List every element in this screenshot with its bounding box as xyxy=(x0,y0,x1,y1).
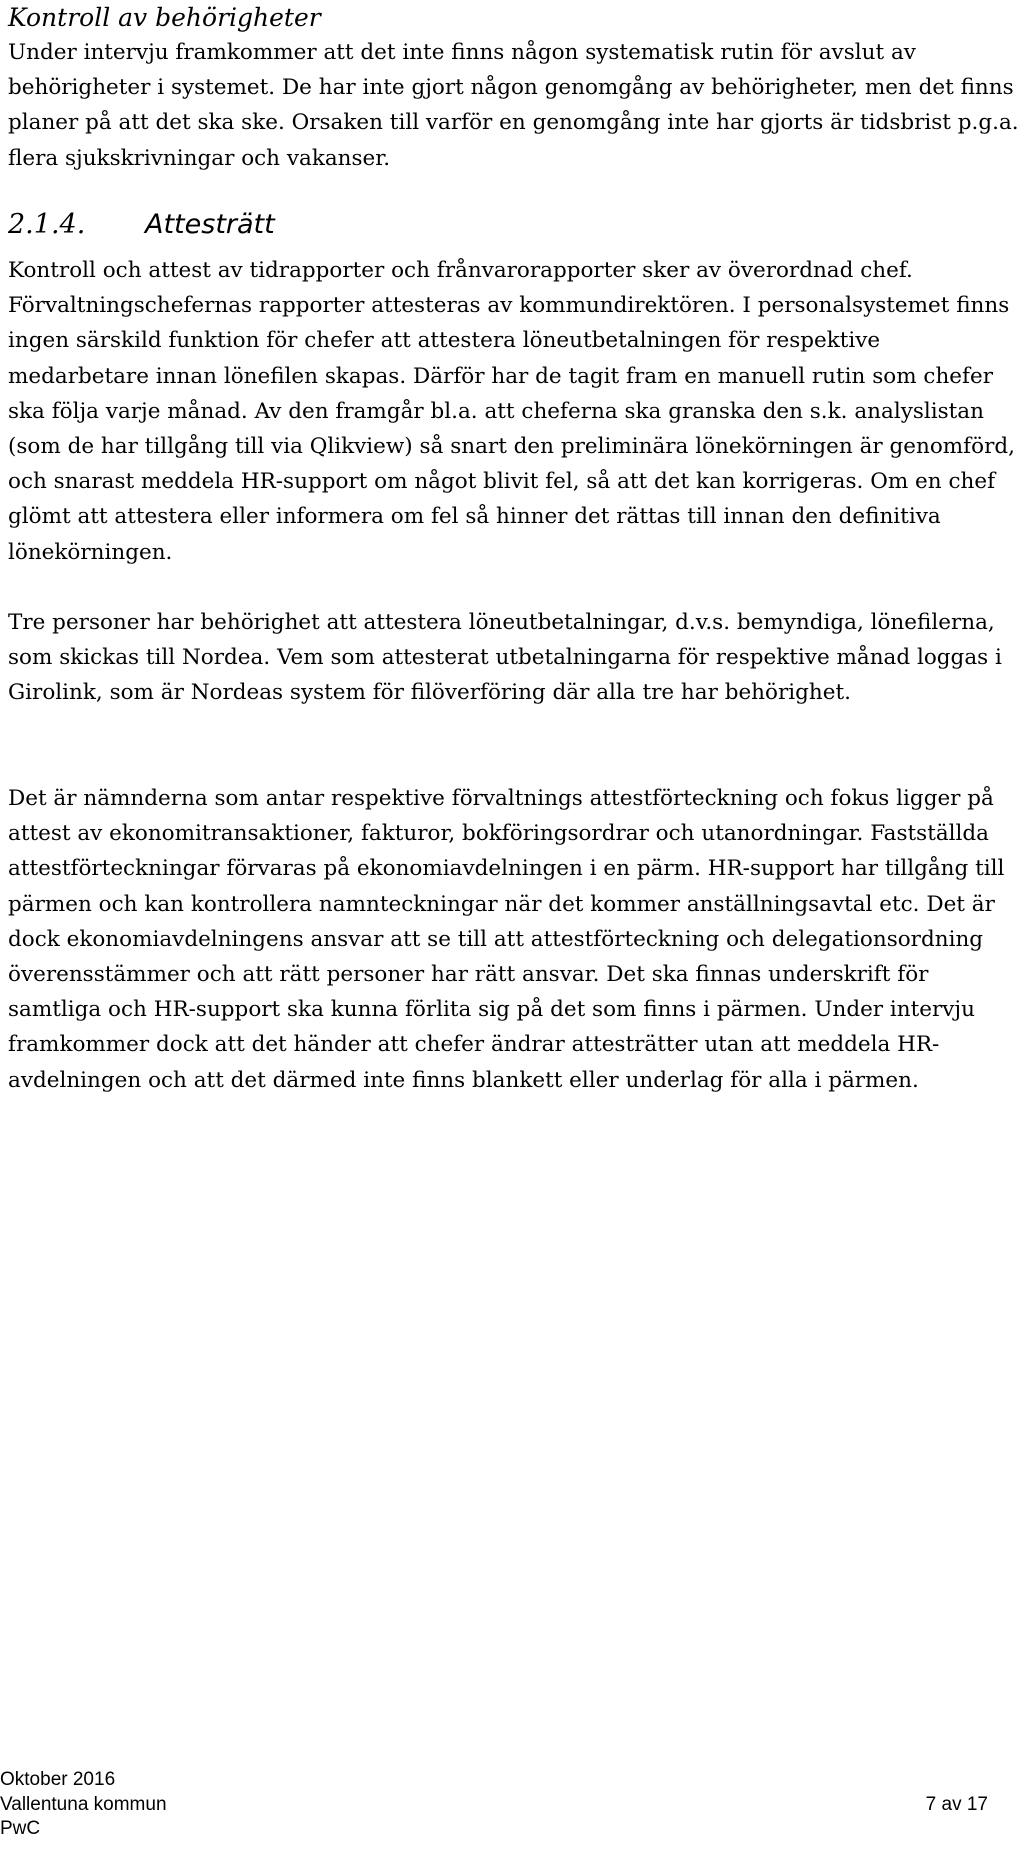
footer-date: Oktober 2016 xyxy=(0,1769,116,1790)
subheading-kontroll-av-behorigheter: Kontroll av behörigheter xyxy=(8,3,321,32)
paragraph-behorigheter: Under intervju framkommer att det inte finns någon systematisk rutin för avslut av behörigheter i systemet. De har inte gjort någon genomgång av behörigheter, men det finns planer på att det ska ske. Orsaken till varför en genomgång inte har gjorts är tidsbrist p.g.a. flera sjukskrivningar och vakanser. xyxy=(8,40,1019,171)
footer-organization: Vallentuna kommun xyxy=(0,1794,167,1815)
paragraph-attestforteckning: Det är nämnderna som antar respektive förvaltnings attestförteckning och fokus ligger på attest av ekonomitransaktioner, fakturor, bokföringsordrar och utanordningar. Fastställda attestförteckningar förvaras på ekonomiavdelningen i en pärm. HR-support har tillgång till pärmen och kan kontrollera namnteckningar när det kommer anställningsavtal etc. Det är dock ekonomiavdelningens ansvar att se till att attestförteckning och delegationsordning överensstämmer och att rätt personer har rätt ansvar. Det ska finnas underskrift för samtliga och HR-support ska kunna förlita sig på det som finns i pärmen. Under intervju framkommer dock att det händer att chefer ändrar attesträtter utan att meddela HR-avdelningen och att det därmed inte finns blankett eller underlag för alla i pärmen. xyxy=(8,786,1005,1093)
footer-firm: PwC xyxy=(0,1818,41,1839)
section-title: Attesträtt xyxy=(145,209,275,240)
paragraph-attest-loneutbetalningar: Tre personer har behörighet att attestera löneutbetalningar, d.v.s. bemyndiga, lönefilerna, som skickas till Nordea. Vem som attesterat utbetalningarna för respektive månad loggas i Girolink, som är Nordeas system för filöverföring där alla tre har behörighet. xyxy=(8,610,1002,706)
footer-page-number: 7 av 17 xyxy=(925,1794,988,1815)
section-heading xyxy=(8,205,275,245)
paragraph-attest-tidrapporter: Kontroll och attest av tidrapporter och frånvarorapporter sker av överordnad chef. Förvaltningschefernas rapporter attesteras av kommundirektören. I personalsystemet finns ingen särskild funktion för chefer att attestera löneutbetalningen för respektive medarbetare innan lönefilen skapas. Därför har de tagit fram en manuell rutin som chefer ska följa varje månad. Av den framgår bl.a. att cheferna ska granska den s.k. analyslistan (som de har tillgång till via Qlikview) så snart den preliminära lönekörningen är genomförd, och snarast meddela HR-support om något blivit fel, så att det kan korrigeras. Om en chef glömt att attestera eller informera om fel så hinner det rättas till innan den definitiva lönekörningen. xyxy=(8,258,1015,565)
section-number: 2.1.4. xyxy=(8,209,86,240)
